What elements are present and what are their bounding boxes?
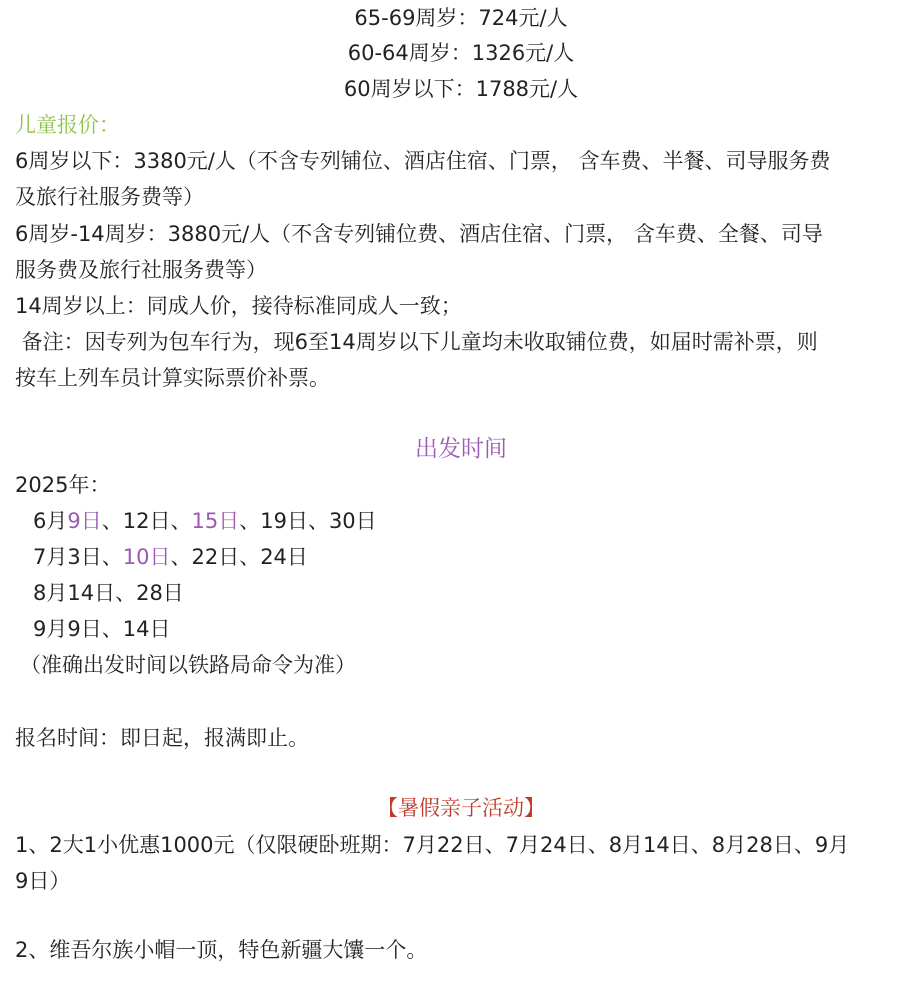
adult-price-under-60: 60周岁以下：1788元/人 xyxy=(343,77,579,101)
summer-activity-item2: 2、维吾尔族小帽一顶，特色新疆大馕一个。 xyxy=(15,938,428,962)
child-price-under6-line1: 6周岁以下：3380元/人（不含专列铺位、酒店住宿、门票， 含车费、半餐、司导服务费 xyxy=(15,149,831,173)
departure-heading: 出发时间 xyxy=(415,436,507,462)
june-prefix: 6月 xyxy=(33,509,68,533)
july-prefix: 7月3日、 xyxy=(33,545,123,569)
july-highlight-10: 10日 xyxy=(122,545,171,569)
departure-august: 8月14日、28日 xyxy=(33,581,184,605)
adult-price-60-64: 60-64周岁：1326元/人 xyxy=(347,41,575,65)
departure-year: 2025年： xyxy=(15,473,111,497)
child-price-note-line2: 按车上列车员计算实际票价补票。 xyxy=(15,366,330,390)
july-suffix: 、22日、24日 xyxy=(170,545,308,569)
departure-june xyxy=(33,503,912,539)
june-highlight-15: 15日 xyxy=(191,509,240,533)
child-price-6to14-line2: 服务费及旅行社服务费等） xyxy=(15,258,267,282)
summer-activity-item1-line2: 9日） xyxy=(15,869,71,893)
adult-price-65-69: 65-69周岁：724元/人 xyxy=(354,6,568,30)
departure-september: 9月9日、14日 xyxy=(33,617,171,641)
child-price-note-line1: 备注：因专列为包车行为，现6至14周岁以下儿童均未收取铺位费，如届时需补票，则 xyxy=(15,330,818,354)
child-price-under6-line2: 及旅行社服务费等） xyxy=(15,185,204,209)
registration-time: 报名时间：即日起，报满即止。 xyxy=(15,726,309,750)
summer-activity-item1-line1: 1、2大1小优惠1000元（仅限硬卧班期：7月22日、7月24日、8月14日、8月28日、9月 xyxy=(15,833,850,857)
child-price-heading: 儿童报价： xyxy=(15,113,120,137)
june-mid: 、12日、 xyxy=(101,509,192,533)
departure-note: （准确出发时间以铁路局命令为准） xyxy=(20,653,356,677)
june-highlight-9: 9日 xyxy=(67,509,102,533)
child-price-over14: 14周岁以上：同成人价，接待标准同成人一致； xyxy=(15,294,462,318)
june-suffix: 、19日、30日 xyxy=(239,509,377,533)
summer-activity-heading: 【暑假亲子活动】 xyxy=(377,796,545,820)
departure-july xyxy=(33,539,912,575)
child-price-6to14-line1: 6周岁-14周岁：3880元/人（不含专列铺位费、酒店住宿、门票， 含车费、全餐、司导 xyxy=(15,222,823,246)
